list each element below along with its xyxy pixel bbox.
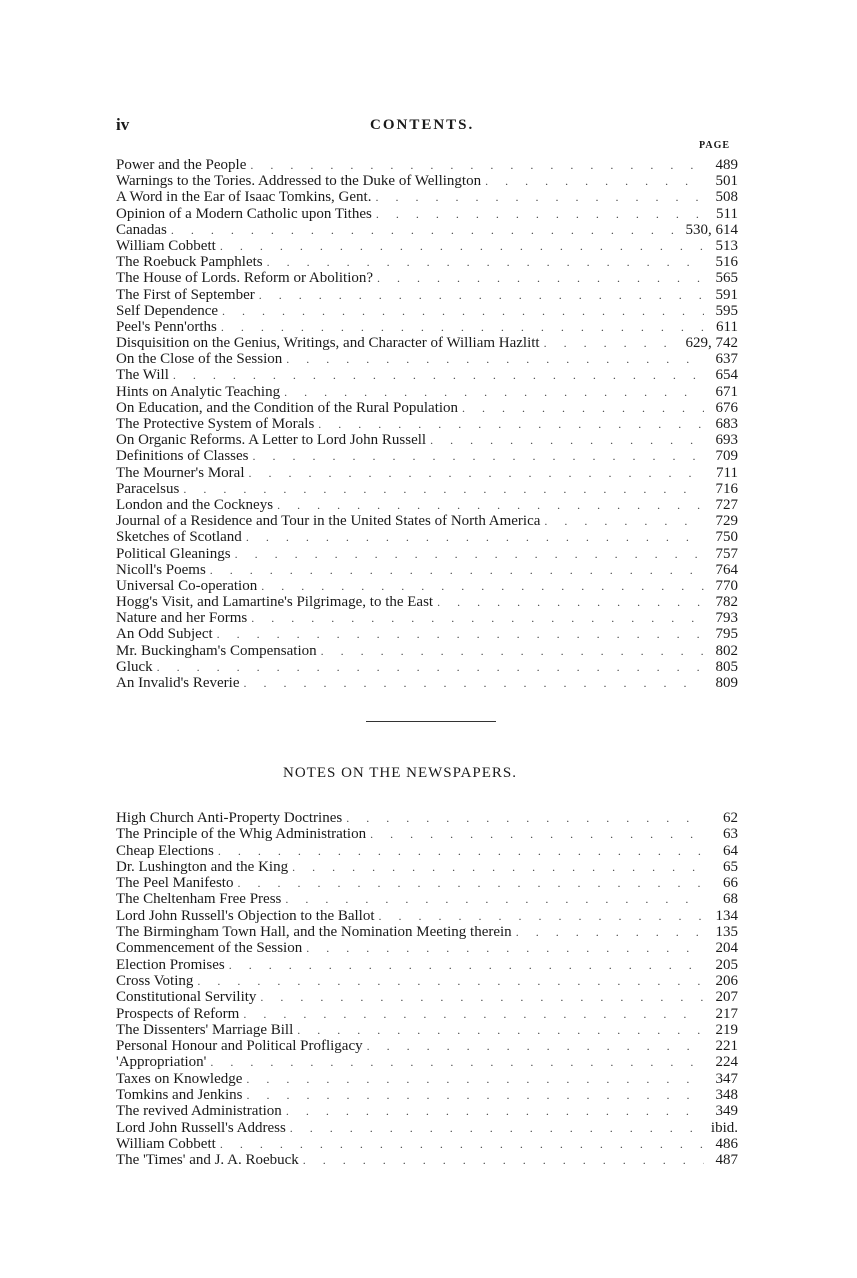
dot-leader (267, 254, 704, 270)
dot-leader (376, 206, 704, 222)
entry-title: Personal Honour and Political Profligacy (116, 1038, 363, 1055)
dot-leader (250, 157, 704, 173)
dot-leader (171, 222, 680, 238)
entry-title: 'Appropriation' (116, 1054, 207, 1071)
entry-page-number: 207 (715, 989, 738, 1006)
entry-title: Nature and her Forms (116, 610, 248, 627)
dot-leader (544, 513, 704, 529)
entry-page-number: 693 (715, 432, 738, 449)
entry-title: William Cobbett (116, 1135, 216, 1152)
toc-entry (116, 1006, 738, 1022)
toc-entry (116, 875, 738, 891)
entry-title: Lord John Russell's Address (116, 1119, 286, 1136)
entry-page-number: 347 (715, 1070, 738, 1087)
toc-entry (116, 529, 738, 545)
dot-leader (303, 1152, 704, 1168)
dot-leader (321, 643, 704, 659)
entry-page-number: 134 (715, 907, 738, 924)
entry-page-number: 711 (716, 464, 738, 481)
dot-leader (318, 416, 704, 432)
dot-leader (437, 594, 704, 610)
dot-leader (210, 1054, 704, 1070)
entry-page-number: 513 (715, 237, 738, 254)
toc-entry (116, 1103, 738, 1119)
toc-entry (116, 254, 738, 270)
entry-page-number: 217 (715, 1005, 738, 1022)
toc-entry (116, 908, 738, 924)
toc-entry (116, 222, 738, 238)
dot-leader (261, 578, 704, 594)
entry-title: Cross Voting (116, 972, 194, 989)
toc-entry (116, 303, 738, 319)
entry-page-number: 793 (715, 610, 738, 627)
entry-title: Power and the People (116, 157, 247, 173)
entry-page-number: 511 (716, 205, 738, 222)
entry-title: Warnings to the Tories. Addressed to the Duke of Wellington (116, 173, 482, 190)
entry-title: The Roebuck Pamphlets (116, 254, 263, 271)
entry-page-number: 66 (723, 875, 738, 892)
dot-leader (235, 546, 704, 562)
dot-leader (157, 659, 704, 675)
notes-list (116, 810, 738, 1169)
dot-leader (462, 400, 704, 416)
contents-list (116, 157, 738, 691)
entry-page-number: 770 (715, 577, 738, 594)
dot-leader (217, 626, 704, 642)
toc-entry (116, 400, 738, 416)
dot-leader (173, 367, 704, 383)
entry-page-number: 683 (715, 416, 738, 432)
entry-title: The Peel Manifesto (116, 875, 234, 892)
entry-page-number: 595 (715, 302, 738, 319)
dot-leader (297, 1022, 704, 1038)
toc-entry (116, 546, 738, 562)
entry-page-number: 486 (715, 1135, 738, 1152)
entry-title: Tomkins and Jenkins (116, 1087, 243, 1104)
entry-page-number: 805 (715, 658, 738, 675)
entry-title: William Cobbett (116, 237, 216, 254)
entry-page-number: 716 (715, 480, 738, 497)
entry-page-number: 224 (715, 1054, 738, 1071)
toc-entry (116, 989, 738, 1005)
toc-entry (116, 287, 738, 303)
toc-entry (116, 465, 738, 481)
entry-title: Peel's Penn'orths (116, 318, 217, 335)
toc-entry (116, 1054, 738, 1070)
entry-page-number: 727 (715, 496, 738, 513)
notes-section-heading: NOTES ON THE NEWSPAPERS. (283, 765, 518, 781)
entry-page-number: 62 (723, 810, 738, 826)
entry-page-number: 637 (715, 351, 738, 368)
toc-entry (116, 1071, 738, 1087)
entry-title: Election Promises (116, 956, 225, 973)
toc-entry (116, 173, 738, 189)
dot-leader (377, 270, 704, 286)
toc-entry (116, 578, 738, 594)
entry-title: Political Gleanings (116, 545, 231, 562)
toc-entry (116, 416, 738, 432)
dot-leader (183, 481, 704, 497)
dot-leader (197, 973, 704, 989)
entry-title: Commencement of the Session (116, 940, 303, 957)
entry-title: The First of September (116, 286, 255, 303)
entry-title: Cheap Elections (116, 842, 214, 859)
toc-entry (116, 659, 738, 675)
entry-title: The Birmingham Town Hall, and the Nomination Meeting therein (116, 924, 512, 941)
entry-title: The Will (116, 367, 169, 384)
toc-entry (116, 1022, 738, 1038)
entry-page-number: 205 (715, 956, 738, 973)
entry-page-number: 611 (716, 318, 738, 335)
entry-title: The House of Lords. Reform or Abolition? (116, 270, 374, 287)
section-divider (366, 721, 496, 722)
dot-leader (286, 351, 704, 367)
entry-page-number: 65 (723, 858, 738, 875)
dot-leader (485, 173, 704, 189)
dot-leader (251, 610, 704, 626)
toc-entry (116, 826, 738, 842)
dot-leader (284, 384, 704, 400)
entry-page-number: ibid. (710, 1119, 738, 1136)
entry-page-number: 709 (715, 448, 738, 465)
entry-title: An Invalid's Reverie (116, 675, 240, 691)
entry-title: High Church Anti-Property Doctrines (116, 810, 343, 826)
toc-entry (116, 1136, 738, 1152)
toc-entry (116, 319, 738, 335)
dot-leader (367, 1038, 704, 1054)
toc-entry (116, 367, 738, 383)
dot-leader (221, 319, 704, 335)
dot-leader (292, 859, 704, 875)
entry-title: The Cheltenham Free Press (116, 891, 282, 908)
entry-title: Hogg's Visit, and Lamartine's Pilgrimage, to the East (116, 594, 434, 611)
toc-entry (116, 432, 738, 448)
toc-entry (116, 891, 738, 907)
entry-page-number: 795 (715, 626, 738, 643)
entry-title: Sketches of Scotland (116, 529, 242, 546)
dot-leader (277, 497, 704, 513)
dot-leader (375, 189, 704, 205)
dot-leader (243, 1006, 704, 1022)
entry-title: A Word in the Ear of Isaac Tomkins, Gent. (116, 189, 372, 206)
entry-title: On Education, and the Condition of the Rural Population (116, 399, 459, 416)
entry-title: Hints on Analytic Teaching (116, 383, 281, 400)
toc-entry (116, 810, 738, 826)
entry-page-number: 508 (715, 189, 738, 206)
toc-entry (116, 626, 738, 642)
entry-page-number: 802 (715, 642, 738, 659)
entry-page-number: 221 (715, 1038, 738, 1055)
dot-leader (237, 875, 704, 891)
dot-leader (370, 826, 704, 842)
toc-entry (116, 843, 738, 859)
entry-page-number: 764 (715, 561, 738, 578)
entry-title: Prospects of Reform (116, 1005, 240, 1022)
dot-leader (246, 1087, 704, 1103)
dot-leader (290, 1120, 704, 1136)
entry-title: London and the Cockneys (116, 496, 274, 513)
entry-page-number: 349 (715, 1103, 738, 1120)
entry-title: Lord John Russell's Objection to the Ballot (116, 907, 375, 924)
toc-entry (116, 675, 738, 691)
entry-title: Universal Co-operation (116, 577, 258, 594)
dot-leader (246, 1071, 704, 1087)
entry-page-number: 516 (715, 254, 738, 271)
entry-title: On the Close of the Session (116, 351, 283, 368)
toc-entry (116, 335, 738, 351)
toc-entry (116, 594, 738, 610)
dot-leader (379, 908, 704, 924)
dot-leader (220, 1136, 704, 1152)
toc-entry (116, 1120, 738, 1136)
toc-entry (116, 481, 738, 497)
entry-title: Definitions of Classes (116, 448, 249, 465)
dot-leader (259, 287, 704, 303)
dot-leader (285, 891, 704, 907)
entry-title: Gluck (116, 658, 153, 675)
entry-page-number: 348 (715, 1087, 738, 1104)
toc-entry (116, 1038, 738, 1054)
entry-title: The 'Times' and J. A. Roebuck (116, 1152, 299, 1169)
entry-page-number: 219 (715, 1021, 738, 1038)
entry-page-number: 809 (715, 675, 738, 691)
entry-title: The Dissenters' Marriage Bill (116, 1021, 294, 1038)
entry-title: On Organic Reforms. A Letter to Lord John Russell (116, 432, 427, 449)
entry-page-number: 501 (715, 173, 738, 190)
entry-page-number: 629, 742 (685, 335, 738, 352)
dot-leader (220, 238, 704, 254)
dot-leader (218, 843, 704, 859)
dot-leader (253, 448, 705, 464)
dot-leader (222, 303, 704, 319)
entry-page-number: 64 (723, 842, 738, 859)
entry-title: Paracelsus (116, 480, 180, 497)
entry-title: The revived Administration (116, 1103, 282, 1120)
entry-page-number: 487 (715, 1152, 738, 1169)
entry-page-number: 63 (723, 826, 738, 843)
dot-leader (244, 675, 704, 691)
entry-title: An Odd Subject (116, 626, 213, 643)
toc-entry (116, 924, 738, 940)
dot-leader (306, 940, 704, 956)
entry-title: Mr. Buckingham's Compensation (116, 642, 317, 659)
toc-entry (116, 238, 738, 254)
entry-page-number: 729 (715, 513, 738, 530)
dot-leader (286, 1103, 704, 1119)
entry-title: Journal of a Residence and Tour in the United States of North America (116, 513, 541, 530)
dot-leader (249, 465, 704, 481)
running-title: CONTENTS. (370, 117, 475, 133)
entry-title: Opinion of a Modern Catholic upon Tithes (116, 205, 372, 222)
entry-page-number: 676 (715, 399, 738, 416)
entry-page-number: 530, 614 (685, 221, 738, 238)
entry-title: Self Dependence (116, 302, 219, 319)
entry-page-number: 757 (715, 545, 738, 562)
toc-entry (116, 448, 738, 464)
entry-title: The Protective System of Morals (116, 416, 315, 432)
entry-title: Constitutional Servility (116, 989, 257, 1006)
page-column-label: PAGE (699, 140, 731, 151)
dot-leader (260, 989, 704, 1005)
toc-entry (116, 957, 738, 973)
toc-entry (116, 206, 738, 222)
page-folio: iv (116, 115, 130, 134)
entry-page-number: 206 (715, 972, 738, 989)
entry-page-number: 68 (723, 891, 738, 908)
entry-title: The Mourner's Moral (116, 464, 245, 481)
toc-entry (116, 351, 738, 367)
entry-page-number: 671 (715, 383, 738, 400)
entry-page-number: 591 (715, 286, 738, 303)
entry-title: The Principle of the Whig Administration (116, 826, 367, 843)
entry-page-number: 654 (715, 367, 738, 384)
toc-entry (116, 940, 738, 956)
dot-leader (430, 432, 704, 448)
toc-entry (116, 513, 738, 529)
dot-leader (210, 562, 704, 578)
toc-entry (116, 157, 738, 173)
toc-entry (116, 859, 738, 875)
toc-entry (116, 270, 738, 286)
entry-title: Canadas (116, 221, 167, 238)
dot-leader (516, 924, 704, 940)
toc-entry (116, 643, 738, 659)
toc-entry (116, 610, 738, 626)
toc-entry (116, 384, 738, 400)
entry-title: Dr. Lushington and the King (116, 858, 289, 875)
entry-page-number: 135 (715, 924, 738, 941)
entry-title: Nicoll's Poems (116, 561, 206, 578)
dot-leader (229, 957, 704, 973)
dot-leader (246, 529, 704, 545)
entry-page-number: 489 (715, 157, 738, 173)
toc-entry (116, 1152, 738, 1168)
entry-page-number: 565 (715, 270, 738, 287)
entry-page-number: 782 (715, 594, 738, 611)
entry-title: Disquisition on the Genius, Writings, and Character of William Hazlitt (116, 335, 540, 352)
toc-entry (116, 1087, 738, 1103)
toc-entry (116, 189, 738, 205)
toc-entry (116, 562, 738, 578)
toc-entry (116, 497, 738, 513)
entry-title: Taxes on Knowledge (116, 1070, 243, 1087)
dot-leader (346, 810, 704, 826)
dot-leader (544, 335, 680, 351)
entry-page-number: 204 (715, 940, 738, 957)
entry-page-number: 750 (715, 529, 738, 546)
toc-entry (116, 973, 738, 989)
